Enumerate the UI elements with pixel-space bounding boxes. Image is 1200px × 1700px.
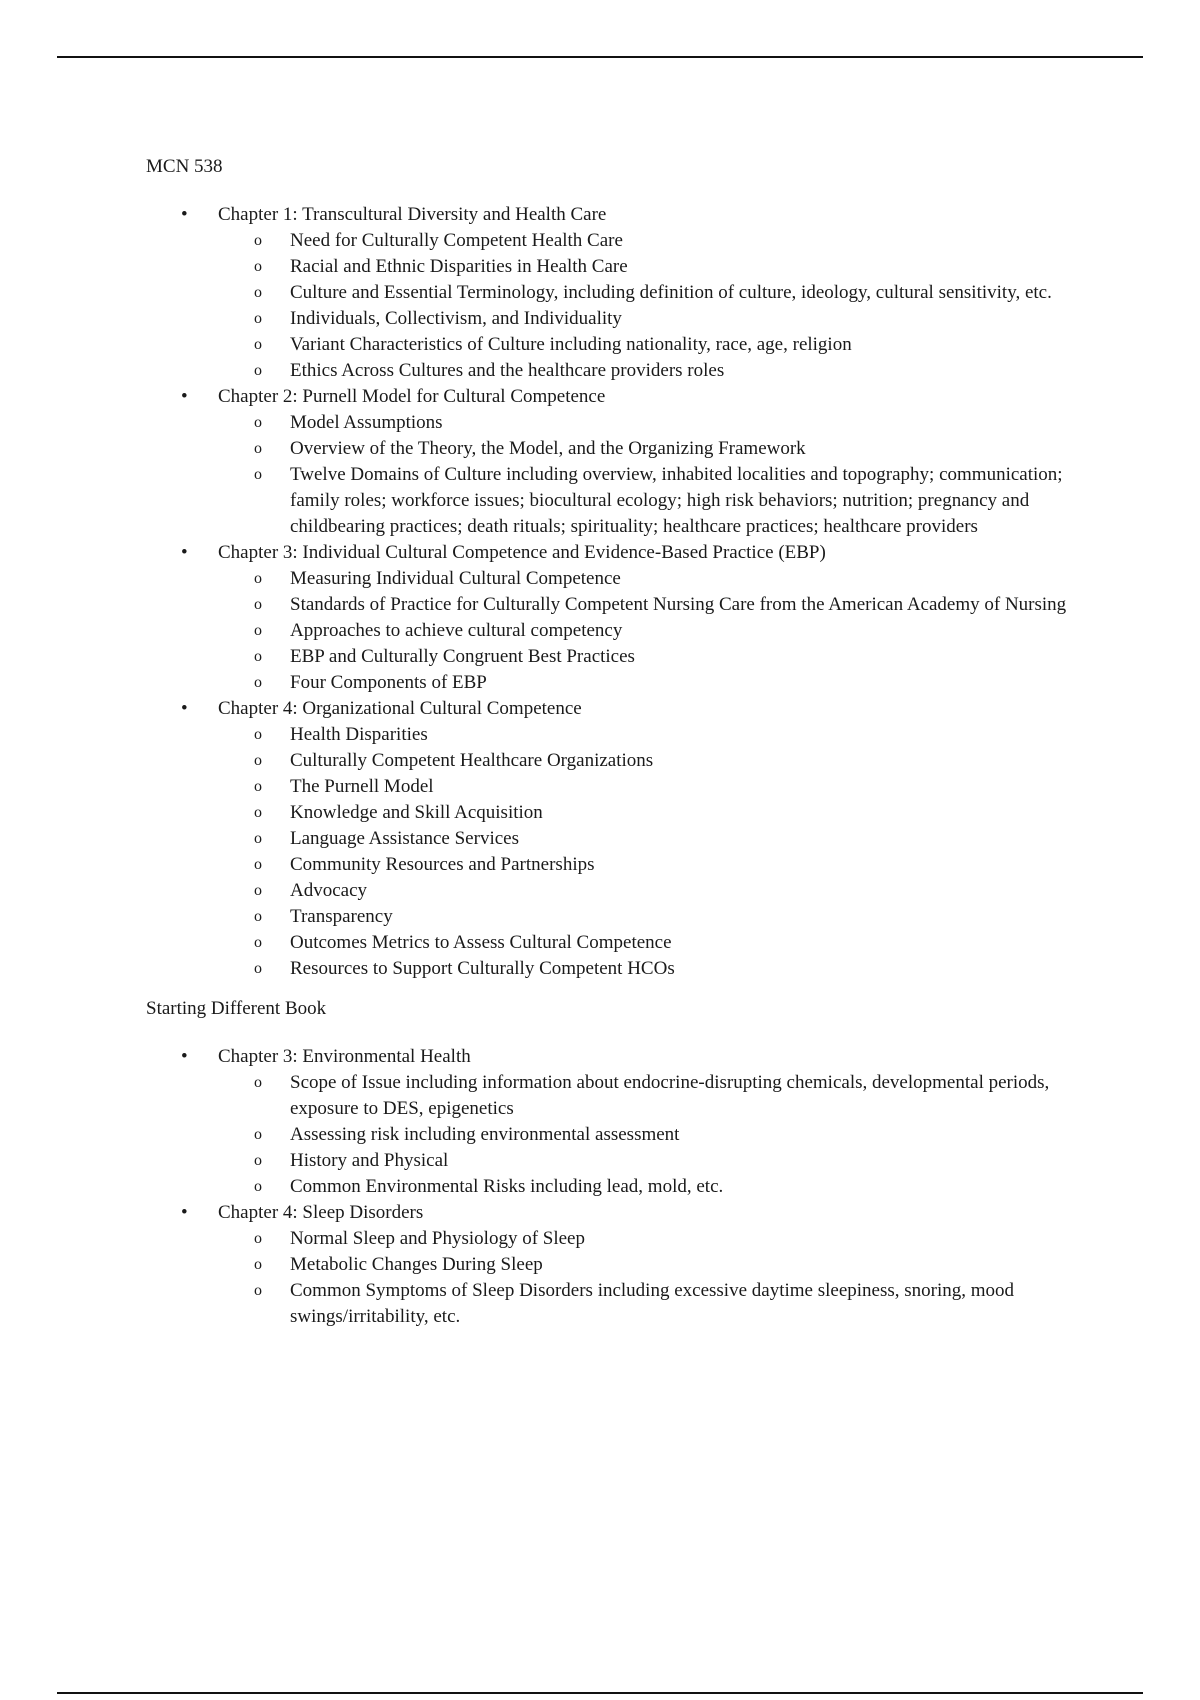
topic-list [218, 722, 1106, 982]
topic-item [146, 410, 1106, 436]
circle-bullet-icon: o [254, 1074, 262, 1091]
bullet-icon: • [181, 386, 188, 407]
topic-item [146, 852, 1106, 878]
topic-list [218, 1226, 1106, 1330]
topic-item [146, 592, 1106, 618]
chapter-item [146, 696, 1106, 982]
topic-text: Language Assistance Services [290, 828, 519, 849]
circle-bullet-icon: o [254, 1152, 262, 1169]
topic-list [218, 410, 1106, 540]
topic-text: Approaches to achieve cultural competency [290, 620, 623, 641]
topic-text: Model Assumptions [290, 412, 443, 433]
topic-text: History and Physical [290, 1150, 449, 1171]
topic-item [146, 904, 1106, 930]
circle-bullet-icon: o [254, 752, 262, 769]
topic-item [146, 670, 1106, 696]
circle-bullet-icon: o [254, 830, 262, 847]
circle-bullet-icon: o [254, 336, 262, 353]
chapter-item [146, 1200, 1106, 1330]
top-rule [57, 56, 1143, 58]
topic-item [146, 280, 1106, 306]
chapter-item [146, 202, 1106, 384]
topic-text: Transparency [290, 906, 393, 927]
topic-item [146, 1174, 1106, 1200]
topic-text: Advocacy [290, 880, 368, 901]
topic-item [146, 826, 1106, 852]
topic-item [146, 332, 1106, 358]
circle-bullet-icon: o [254, 804, 262, 821]
circle-bullet-icon: o [254, 648, 262, 665]
topic-text: Culture and Essential Terminology, including definition of culture, ideology, cultural sensitivity, etc. [290, 282, 1052, 303]
circle-bullet-icon: o [254, 284, 262, 301]
topic-text: Twelve Domains of Culture including overview, inhabited localities and topography; communication; family roles; workforce issues; biocultural ecology; high risk behaviors; nutrition; pregnancy and childbearing practices; death rituals; spirituality; healthcare practices; healthcare providers [290, 464, 1063, 537]
topic-text: Health Disparities [290, 724, 428, 745]
circle-bullet-icon: o [254, 622, 262, 639]
topic-item [146, 800, 1106, 826]
topic-text: Four Components of EBP [290, 672, 487, 693]
topic-item [146, 1226, 1106, 1252]
topic-text: Culturally Competent Healthcare Organizations [290, 750, 654, 771]
circle-bullet-icon: o [254, 1256, 262, 1273]
topic-item [146, 1070, 1106, 1122]
topic-text: Standards of Practice for Culturally Competent Nursing Care from the American Academy of Nursing [290, 594, 1067, 615]
bullet-icon: • [181, 542, 188, 563]
topic-item [146, 644, 1106, 670]
topic-item [146, 930, 1106, 956]
circle-bullet-icon: o [254, 466, 262, 483]
topic-item [146, 618, 1106, 644]
circle-bullet-icon: o [254, 960, 262, 977]
topic-text: Need for Culturally Competent Health Care [290, 230, 623, 251]
topic-item [146, 462, 1106, 540]
topic-item [146, 1122, 1106, 1148]
topic-item [146, 774, 1106, 800]
topic-text: Individuals, Collectivism, and Individuality [290, 308, 622, 329]
chapter-item [146, 540, 1106, 696]
circle-bullet-icon: o [254, 1230, 262, 1247]
chapter-title: Chapter 4: Organizational Cultural Competence [218, 698, 582, 719]
chapter-list-book-1 [146, 202, 1106, 982]
topic-text: The Purnell Model [290, 776, 434, 797]
chapter-title: Chapter 1: Transcultural Diversity and Health Care [218, 204, 607, 225]
circle-bullet-icon: o [254, 1126, 262, 1143]
circle-bullet-icon: o [254, 362, 262, 379]
chapter-item [146, 1044, 1106, 1200]
topic-text: Common Symptoms of Sleep Disorders including excessive daytime sleepiness, snoring, mood swings/irritability, etc. [290, 1280, 1015, 1327]
topic-text: EBP and Culturally Congruent Best Practices [290, 646, 635, 667]
topic-text: Knowledge and Skill Acquisition [290, 802, 543, 823]
topic-text: Overview of the Theory, the Model, and the Organizing Framework [290, 438, 806, 459]
topic-text: Resources to Support Culturally Competent HCOs [290, 958, 675, 979]
topic-item [146, 722, 1106, 748]
circle-bullet-icon: o [254, 414, 262, 431]
circle-bullet-icon: o [254, 232, 262, 249]
topic-text: Outcomes Metrics to Assess Cultural Competence [290, 932, 672, 953]
topic-text: Normal Sleep and Physiology of Sleep [290, 1228, 585, 1249]
topic-item [146, 436, 1106, 462]
topic-text: Common Environmental Risks including lead, mold, etc. [290, 1176, 724, 1197]
circle-bullet-icon: o [254, 440, 262, 457]
circle-bullet-icon: o [254, 674, 262, 691]
topic-item [146, 306, 1106, 332]
topic-text: Assessing risk including environmental assessment [290, 1124, 680, 1145]
circle-bullet-icon: o [254, 908, 262, 925]
topic-item [146, 358, 1106, 384]
topic-item [146, 1252, 1106, 1278]
circle-bullet-icon: o [254, 778, 262, 795]
topic-item [146, 748, 1106, 774]
topic-list [218, 1070, 1106, 1200]
topic-list [218, 566, 1106, 696]
course-heading: MCN 538 [146, 156, 223, 177]
bullet-icon: • [181, 1046, 188, 1067]
circle-bullet-icon: o [254, 1282, 262, 1299]
chapter-title: Chapter 4: Sleep Disorders [218, 1202, 424, 1223]
topic-text: Scope of Issue including information about endocrine-disrupting chemicals, developmental periods, exposure to DES, epigenetics [290, 1072, 1050, 1119]
circle-bullet-icon: o [254, 934, 262, 951]
chapter-item [146, 384, 1106, 540]
bullet-icon: • [181, 204, 188, 225]
chapter-title: Chapter 3: Individual Cultural Competence and Evidence-Based Practice (EBP) [218, 542, 826, 563]
topic-item [146, 566, 1106, 592]
chapter-title: Chapter 3: Environmental Health [218, 1046, 471, 1067]
circle-bullet-icon: o [254, 596, 262, 613]
topic-text: Metabolic Changes During Sleep [290, 1254, 543, 1275]
topic-text: Measuring Individual Cultural Competence [290, 568, 621, 589]
topic-item [146, 1278, 1106, 1330]
circle-bullet-icon: o [254, 726, 262, 743]
circle-bullet-icon: o [254, 882, 262, 899]
chapter-list-book-2 [146, 1044, 1106, 1330]
bullet-icon: • [181, 1202, 188, 1223]
circle-bullet-icon: o [254, 856, 262, 873]
topic-text: Racial and Ethnic Disparities in Health Care [290, 256, 628, 277]
topic-item [146, 878, 1106, 904]
topic-item [146, 254, 1106, 280]
bottom-rule [57, 1692, 1143, 1694]
topic-text: Community Resources and Partnerships [290, 854, 595, 875]
circle-bullet-icon: o [254, 570, 262, 587]
topic-item [146, 1148, 1106, 1174]
topic-text: Ethics Across Cultures and the healthcare providers roles [290, 360, 725, 381]
second-book-heading: Starting Different Book [146, 998, 327, 1019]
topic-item [146, 956, 1106, 982]
bullet-icon: • [181, 698, 188, 719]
chapter-title: Chapter 2: Purnell Model for Cultural Competence [218, 386, 606, 407]
topic-text: Variant Characteristics of Culture including nationality, race, age, religion [290, 334, 852, 355]
topic-item [146, 228, 1106, 254]
circle-bullet-icon: o [254, 310, 262, 327]
topic-list [218, 228, 1106, 384]
circle-bullet-icon: o [254, 1178, 262, 1195]
document-body [146, 154, 1106, 1330]
circle-bullet-icon: o [254, 258, 262, 275]
